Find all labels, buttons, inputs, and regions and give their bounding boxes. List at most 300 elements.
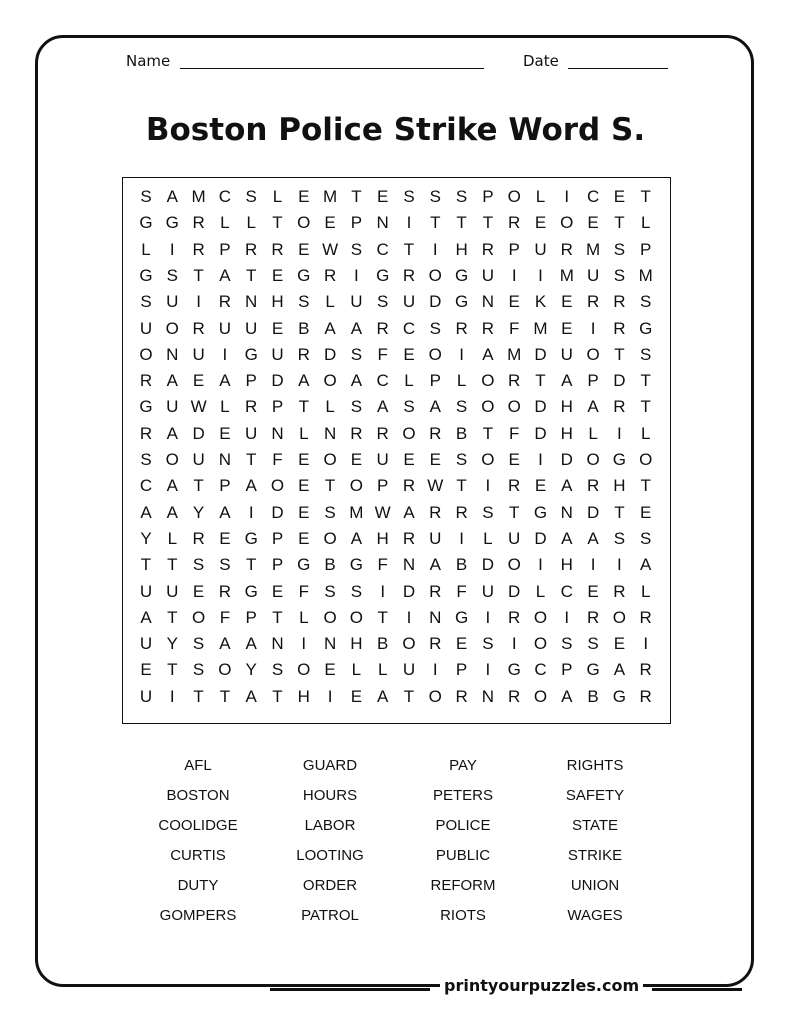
grid-letter[interactable]: E xyxy=(219,423,231,443)
grid-letter[interactable]: U xyxy=(402,292,416,312)
grid-letter[interactable]: G xyxy=(586,660,600,680)
grid-letter[interactable]: N xyxy=(481,292,495,312)
grid-letter[interactable]: O xyxy=(323,450,337,469)
grid-letter[interactable]: O xyxy=(481,371,495,391)
grid-letter[interactable]: S xyxy=(166,265,178,285)
grid-letter[interactable]: T xyxy=(219,686,231,706)
grid-letter[interactable]: R xyxy=(218,292,232,312)
grid-letter[interactable]: I xyxy=(643,634,649,654)
grid-letter[interactable]: E xyxy=(455,634,468,654)
grid-letter[interactable]: E xyxy=(508,292,520,312)
grid-letter[interactable]: B xyxy=(455,423,468,443)
grid-letter[interactable]: L xyxy=(246,213,256,233)
grid-letter[interactable]: T xyxy=(245,265,257,285)
grid-letter[interactable]: A xyxy=(219,634,231,654)
grid-letter[interactable]: A xyxy=(219,265,231,285)
grid-letter[interactable]: I xyxy=(301,634,307,654)
grid-letter[interactable]: A xyxy=(219,502,231,522)
grid-letter[interactable]: R xyxy=(639,686,652,706)
grid-letter[interactable]: S xyxy=(613,265,626,285)
grid-letter[interactable]: P xyxy=(561,660,573,680)
grid-letter[interactable]: I xyxy=(485,607,491,627)
grid-letter[interactable]: S xyxy=(377,292,389,312)
grid-letter[interactable]: R xyxy=(350,423,363,443)
grid-letter[interactable]: I xyxy=(538,265,543,285)
grid-letter[interactable]: U xyxy=(192,344,205,364)
grid-letter[interactable]: C xyxy=(560,581,573,601)
grid-letter[interactable]: O xyxy=(218,660,232,680)
grid-letter[interactable]: R xyxy=(455,686,468,706)
grid-letter[interactable]: O xyxy=(349,476,363,496)
grid-letter[interactable]: R xyxy=(245,239,258,259)
grid-letter[interactable]: D xyxy=(534,397,547,417)
grid-letter[interactable]: A xyxy=(350,318,363,338)
grid-letter[interactable]: U xyxy=(481,265,495,285)
grid-letter[interactable]: R xyxy=(402,476,416,496)
grid-letter[interactable]: G xyxy=(507,660,521,680)
grid-letter[interactable]: U xyxy=(166,292,179,312)
grid-letter[interactable]: S xyxy=(140,187,152,206)
grid-letter[interactable]: P xyxy=(350,213,363,233)
grid-letter[interactable]: P xyxy=(482,187,494,206)
grid-letter[interactable]: H xyxy=(297,686,310,706)
grid-letter[interactable]: U xyxy=(376,450,389,469)
grid-letter[interactable]: L xyxy=(404,371,414,391)
grid-letter[interactable]: H xyxy=(560,555,573,575)
grid-letter[interactable]: G xyxy=(349,555,363,575)
grid-letter[interactable]: E xyxy=(403,450,415,469)
grid-letter[interactable]: R xyxy=(508,686,521,706)
grid-letter[interactable]: B xyxy=(455,555,468,575)
grid-letter[interactable]: B xyxy=(324,555,336,575)
grid-letter[interactable]: B xyxy=(298,318,310,338)
grid-letter[interactable]: E xyxy=(561,318,573,338)
grid-letter[interactable]: R xyxy=(613,292,626,312)
grid-letter[interactable]: E xyxy=(298,239,310,259)
grid-letter[interactable]: M xyxy=(559,265,574,285)
grid-letter[interactable]: H xyxy=(271,292,284,312)
grid-letter[interactable]: L xyxy=(456,371,467,391)
grid-letter[interactable]: P xyxy=(245,607,257,627)
grid-letter[interactable]: I xyxy=(564,187,570,206)
grid-letter[interactable]: P xyxy=(219,476,231,496)
grid-letter[interactable]: E xyxy=(192,371,205,391)
grid-letter[interactable]: A xyxy=(561,686,573,706)
grid-letter[interactable]: S xyxy=(140,292,152,312)
grid-letter[interactable]: E xyxy=(298,476,310,496)
grid-letter[interactable]: N xyxy=(218,450,232,469)
grid-letter[interactable]: T xyxy=(456,213,467,233)
grid-letter[interactable]: R xyxy=(639,607,652,627)
grid-letter[interactable]: I xyxy=(432,239,438,259)
grid-letter[interactable]: H xyxy=(376,528,389,548)
grid-letter[interactable]: P xyxy=(429,371,441,391)
grid-letter[interactable]: D xyxy=(534,528,547,548)
grid-letter[interactable]: S xyxy=(640,292,652,312)
grid-letter[interactable]: L xyxy=(377,660,388,680)
grid-letter[interactable]: O xyxy=(139,344,153,364)
grid-letter[interactable]: S xyxy=(640,528,652,548)
grid-letter[interactable]: A xyxy=(561,528,573,548)
grid-letter[interactable]: S xyxy=(455,397,468,417)
grid-letter[interactable]: R xyxy=(508,371,521,391)
grid-letter[interactable]: S xyxy=(350,581,363,601)
grid-letter[interactable]: R xyxy=(245,397,258,417)
grid-letter[interactable]: I xyxy=(169,686,175,706)
grid-letter[interactable]: R xyxy=(192,318,205,338)
grid-letter[interactable]: G xyxy=(612,450,626,469)
grid-letter[interactable]: M xyxy=(638,265,653,285)
grid-letter[interactable]: D xyxy=(560,450,573,469)
grid-letter[interactable]: R xyxy=(613,397,626,417)
grid-letter[interactable]: U xyxy=(139,318,153,338)
grid-letter[interactable]: H xyxy=(350,634,363,654)
grid-letter[interactable]: D xyxy=(429,292,442,312)
grid-letter[interactable]: S xyxy=(403,187,415,206)
grid-letter[interactable]: E xyxy=(587,581,599,601)
grid-letter[interactable]: N xyxy=(560,502,573,522)
grid-letter[interactable]: I xyxy=(248,502,254,522)
grid-letter[interactable]: C xyxy=(534,660,547,680)
grid-letter[interactable]: I xyxy=(485,476,491,496)
grid-letter[interactable]: W xyxy=(427,476,444,496)
grid-letter[interactable]: I xyxy=(590,318,596,338)
grid-letter[interactable]: O xyxy=(270,476,285,496)
grid-letter[interactable]: T xyxy=(245,450,257,469)
grid-letter[interactable]: L xyxy=(483,528,493,548)
grid-letter[interactable]: C xyxy=(402,318,416,338)
grid-letter[interactable]: A xyxy=(587,397,599,417)
grid-letter[interactable]: D xyxy=(323,344,337,364)
grid-letter[interactable]: S xyxy=(455,187,468,206)
date-field-line[interactable] xyxy=(568,68,668,69)
grid-letter[interactable]: B xyxy=(587,686,599,706)
grid-letter[interactable]: T xyxy=(377,607,388,627)
grid-letter[interactable]: S xyxy=(324,502,336,522)
grid-letter[interactable]: A xyxy=(377,397,389,417)
grid-letter[interactable]: R xyxy=(613,318,626,338)
grid-letter[interactable]: G xyxy=(454,292,469,312)
grid-letter[interactable]: S xyxy=(403,397,415,417)
grid-letter[interactable]: F xyxy=(377,555,388,575)
grid-letter[interactable]: L xyxy=(535,187,546,206)
grid-letter[interactable]: L xyxy=(167,528,178,548)
grid-letter[interactable]: N xyxy=(271,634,284,654)
grid-letter[interactable]: E xyxy=(271,318,284,338)
grid-letter[interactable]: I xyxy=(538,450,543,469)
grid-letter[interactable]: T xyxy=(403,239,415,259)
grid-letter[interactable]: I xyxy=(617,555,622,575)
grid-letter[interactable]: H xyxy=(613,476,626,496)
grid-letter[interactable]: T xyxy=(535,371,546,391)
grid-letter[interactable]: R xyxy=(402,528,416,548)
grid-letter[interactable]: N xyxy=(245,292,258,312)
grid-letter[interactable]: R xyxy=(508,476,521,496)
grid-letter[interactable]: T xyxy=(245,555,257,575)
grid-letter[interactable]: G xyxy=(454,265,469,285)
grid-letter[interactable]: G xyxy=(533,502,548,522)
grid-letter[interactable]: I xyxy=(169,239,175,259)
grid-letter[interactable]: I xyxy=(511,634,517,654)
grid-letter[interactable]: T xyxy=(167,607,178,627)
grid-letter[interactable]: C xyxy=(139,476,153,496)
grid-letter[interactable]: O xyxy=(165,318,179,338)
grid-letter[interactable]: E xyxy=(561,292,573,312)
grid-letter[interactable]: S xyxy=(482,634,494,654)
grid-letter[interactable]: W xyxy=(190,397,207,417)
grid-letter[interactable]: L xyxy=(640,213,651,233)
grid-letter[interactable]: O xyxy=(533,607,548,627)
grid-letter[interactable]: R xyxy=(323,265,337,285)
grid-letter[interactable]: M xyxy=(323,187,338,206)
grid-letter[interactable]: T xyxy=(193,265,204,285)
grid-letter[interactable]: U xyxy=(166,581,179,601)
grid-letter[interactable]: R xyxy=(139,371,153,391)
grid-letter[interactable]: A xyxy=(613,660,626,680)
grid-letter[interactable]: B xyxy=(377,634,389,654)
grid-letter[interactable]: S xyxy=(350,239,363,259)
grid-letter[interactable]: P xyxy=(640,239,652,259)
grid-letter[interactable]: F xyxy=(377,344,388,364)
grid-letter[interactable]: N xyxy=(166,344,179,364)
grid-letter[interactable]: A xyxy=(482,344,494,364)
grid-letter[interactable]: R xyxy=(192,239,205,259)
grid-letter[interactable]: G xyxy=(297,265,311,285)
grid-letter[interactable]: T xyxy=(272,607,283,627)
grid-letter[interactable]: T xyxy=(640,371,651,391)
grid-letter[interactable]: I xyxy=(590,555,596,575)
grid-letter[interactable]: I xyxy=(485,660,491,680)
grid-letter[interactable]: I xyxy=(459,528,464,548)
grid-letter[interactable]: O xyxy=(323,528,337,548)
grid-letter[interactable]: A xyxy=(298,371,310,391)
grid-letter[interactable]: E xyxy=(613,634,626,654)
grid-letter[interactable]: O xyxy=(586,344,600,364)
grid-letter[interactable]: L xyxy=(640,423,651,443)
grid-letter[interactable]: T xyxy=(298,397,309,417)
grid-letter[interactable]: P xyxy=(271,528,284,548)
grid-letter[interactable]: R xyxy=(297,344,310,364)
grid-letter[interactable]: O xyxy=(323,607,337,627)
grid-letter[interactable]: A xyxy=(561,371,573,391)
grid-letter[interactable]: I xyxy=(222,344,228,364)
grid-letter[interactable]: A xyxy=(140,502,152,522)
grid-letter[interactable]: N xyxy=(271,423,284,443)
grid-letter[interactable]: A xyxy=(140,607,152,627)
grid-letter[interactable]: O xyxy=(533,634,548,654)
grid-letter[interactable]: M xyxy=(191,187,206,206)
grid-letter[interactable]: O xyxy=(428,686,442,706)
grid-letter[interactable]: S xyxy=(429,318,441,338)
grid-letter[interactable]: R xyxy=(508,607,521,627)
grid-letter[interactable]: A xyxy=(640,555,652,575)
grid-letter[interactable]: A xyxy=(166,187,178,206)
grid-letter[interactable]: E xyxy=(377,187,389,206)
grid-letter[interactable]: M xyxy=(533,318,548,338)
grid-letter[interactable]: E xyxy=(298,187,310,206)
grid-letter[interactable]: D xyxy=(534,344,547,364)
grid-letter[interactable]: A xyxy=(429,397,441,417)
grid-letter[interactable]: A xyxy=(166,423,178,443)
grid-letter[interactable]: R xyxy=(481,318,495,338)
grid-letter[interactable]: D xyxy=(586,502,600,522)
grid-letter[interactable]: O xyxy=(507,187,521,206)
grid-letter[interactable]: C xyxy=(376,239,389,259)
grid-letter[interactable]: T xyxy=(614,344,625,364)
grid-letter[interactable]: O xyxy=(428,344,442,364)
grid-letter[interactable]: D xyxy=(402,581,416,601)
grid-letter[interactable]: P xyxy=(455,660,468,680)
grid-letter[interactable]: N xyxy=(429,607,442,627)
grid-letter[interactable]: O xyxy=(481,450,495,469)
grid-letter[interactable]: Y xyxy=(245,660,257,680)
grid-letter[interactable]: U xyxy=(508,528,521,548)
grid-letter[interactable]: A xyxy=(219,371,231,391)
grid-letter[interactable]: O xyxy=(349,607,363,627)
grid-letter[interactable]: P xyxy=(219,239,231,259)
grid-letter[interactable]: Y xyxy=(166,634,178,654)
grid-letter[interactable]: E xyxy=(298,450,310,469)
grid-letter[interactable]: O xyxy=(639,450,653,469)
grid-letter[interactable]: O xyxy=(586,450,600,469)
grid-letter[interactable]: U xyxy=(139,634,153,654)
grid-letter[interactable]: O xyxy=(297,213,311,233)
grid-letter[interactable]: O xyxy=(533,686,548,706)
grid-letter[interactable]: E xyxy=(350,450,363,469)
grid-letter[interactable]: P xyxy=(377,476,389,496)
grid-letter[interactable]: S xyxy=(219,555,231,575)
grid-letter[interactable]: E xyxy=(508,450,520,469)
grid-letter[interactable]: L xyxy=(141,239,151,259)
grid-letter[interactable]: K xyxy=(534,292,547,312)
grid-letter[interactable]: L xyxy=(299,423,309,443)
grid-letter[interactable]: S xyxy=(192,660,205,680)
grid-letter[interactable]: E xyxy=(271,581,284,601)
grid-letter[interactable]: T xyxy=(403,686,415,706)
grid-letter[interactable]: G xyxy=(139,265,153,285)
grid-letter[interactable]: R xyxy=(192,213,205,233)
grid-letter[interactable]: N xyxy=(323,634,337,654)
grid-letter[interactable]: T xyxy=(193,476,204,496)
grid-letter[interactable]: S xyxy=(587,634,599,654)
grid-letter[interactable]: H xyxy=(560,423,573,443)
grid-letter[interactable]: A xyxy=(429,555,441,575)
grid-letter[interactable]: F xyxy=(272,450,283,469)
grid-letter[interactable]: O xyxy=(507,555,521,575)
grid-letter[interactable]: T xyxy=(614,502,625,522)
grid-letter[interactable]: A xyxy=(245,634,257,654)
grid-letter[interactable]: R xyxy=(613,581,626,601)
grid-letter[interactable]: E xyxy=(403,344,415,364)
grid-letter[interactable]: S xyxy=(271,660,284,680)
grid-letter[interactable]: E xyxy=(324,213,336,233)
grid-letter[interactable]: T xyxy=(640,397,651,417)
grid-letter[interactable]: E xyxy=(271,265,284,285)
grid-letter[interactable]: S xyxy=(613,239,626,259)
grid-letter[interactable]: U xyxy=(192,450,205,469)
grid-letter[interactable]: C xyxy=(376,371,389,391)
grid-letter[interactable]: R xyxy=(586,476,600,496)
grid-letter[interactable]: G xyxy=(244,581,258,601)
grid-letter[interactable]: D xyxy=(271,371,284,391)
grid-letter[interactable]: A xyxy=(350,371,363,391)
grid-letter[interactable]: L xyxy=(325,292,335,312)
grid-letter[interactable]: L xyxy=(220,213,230,233)
grid-letter[interactable]: O xyxy=(612,607,626,627)
grid-letter[interactable]: R xyxy=(586,292,600,312)
grid-letter[interactable]: O xyxy=(165,450,179,469)
grid-letter[interactable]: O xyxy=(507,397,521,417)
grid-letter[interactable]: T xyxy=(614,213,625,233)
grid-letter[interactable]: S xyxy=(482,502,494,522)
grid-letter[interactable]: S xyxy=(350,344,363,364)
grid-letter[interactable]: L xyxy=(351,660,362,680)
grid-letter[interactable]: R xyxy=(218,581,232,601)
grid-letter[interactable]: F xyxy=(508,423,520,443)
grid-letter[interactable]: U xyxy=(166,397,179,417)
grid-letter[interactable]: R xyxy=(429,634,442,654)
grid-letter[interactable]: I xyxy=(511,265,517,285)
grid-letter[interactable]: S xyxy=(455,450,468,469)
grid-letter[interactable]: W xyxy=(374,502,391,522)
grid-letter[interactable]: M xyxy=(586,239,601,259)
grid-letter[interactable]: I xyxy=(564,607,570,627)
grid-letter[interactable]: T xyxy=(272,686,283,706)
grid-letter[interactable]: I xyxy=(459,344,464,364)
grid-letter[interactable]: R xyxy=(455,502,468,522)
grid-letter[interactable]: T xyxy=(140,555,152,575)
grid-letter[interactable]: S xyxy=(298,292,310,312)
grid-letter[interactable]: E xyxy=(534,476,547,496)
grid-letter[interactable]: H xyxy=(560,397,573,417)
grid-letter[interactable]: R xyxy=(455,318,468,338)
grid-letter[interactable]: I xyxy=(406,213,412,233)
grid-letter[interactable]: E xyxy=(140,660,152,680)
grid-letter[interactable]: G xyxy=(139,213,153,233)
grid-letter[interactable]: A xyxy=(166,476,178,496)
grid-letter[interactable]: S xyxy=(192,555,205,575)
grid-letter[interactable]: L xyxy=(325,397,335,417)
grid-letter[interactable]: T xyxy=(193,686,204,706)
grid-letter[interactable]: R xyxy=(429,423,442,443)
grid-letter[interactable]: U xyxy=(560,344,573,364)
grid-letter[interactable]: N xyxy=(323,423,337,443)
grid-letter[interactable]: E xyxy=(429,450,441,469)
grid-letter[interactable]: P xyxy=(508,239,520,259)
grid-letter[interactable]: A xyxy=(166,502,178,522)
grid-letter[interactable]: A xyxy=(350,528,363,548)
grid-letter[interactable]: S xyxy=(429,187,441,206)
grid-letter[interactable]: R xyxy=(639,660,652,680)
grid-letter[interactable]: O xyxy=(428,265,442,285)
grid-letter[interactable]: G xyxy=(165,213,179,233)
grid-letter[interactable]: P xyxy=(245,371,257,391)
grid-letter[interactable]: T xyxy=(482,423,494,443)
grid-letter[interactable]: L xyxy=(535,581,546,601)
grid-letter[interactable]: U xyxy=(271,344,284,364)
grid-letter[interactable]: U xyxy=(481,581,495,601)
grid-letter[interactable]: T xyxy=(324,476,336,496)
grid-letter[interactable]: U xyxy=(245,318,258,338)
grid-letter[interactable]: S xyxy=(192,634,205,654)
grid-letter[interactable]: R xyxy=(508,213,521,233)
grid-letter[interactable]: T xyxy=(508,502,520,522)
grid-letter[interactable]: T xyxy=(482,213,494,233)
grid-letter[interactable]: I xyxy=(617,423,622,443)
grid-letter[interactable]: Y xyxy=(192,502,205,522)
grid-letter[interactable]: E xyxy=(640,502,652,522)
grid-letter[interactable]: L xyxy=(220,397,230,417)
